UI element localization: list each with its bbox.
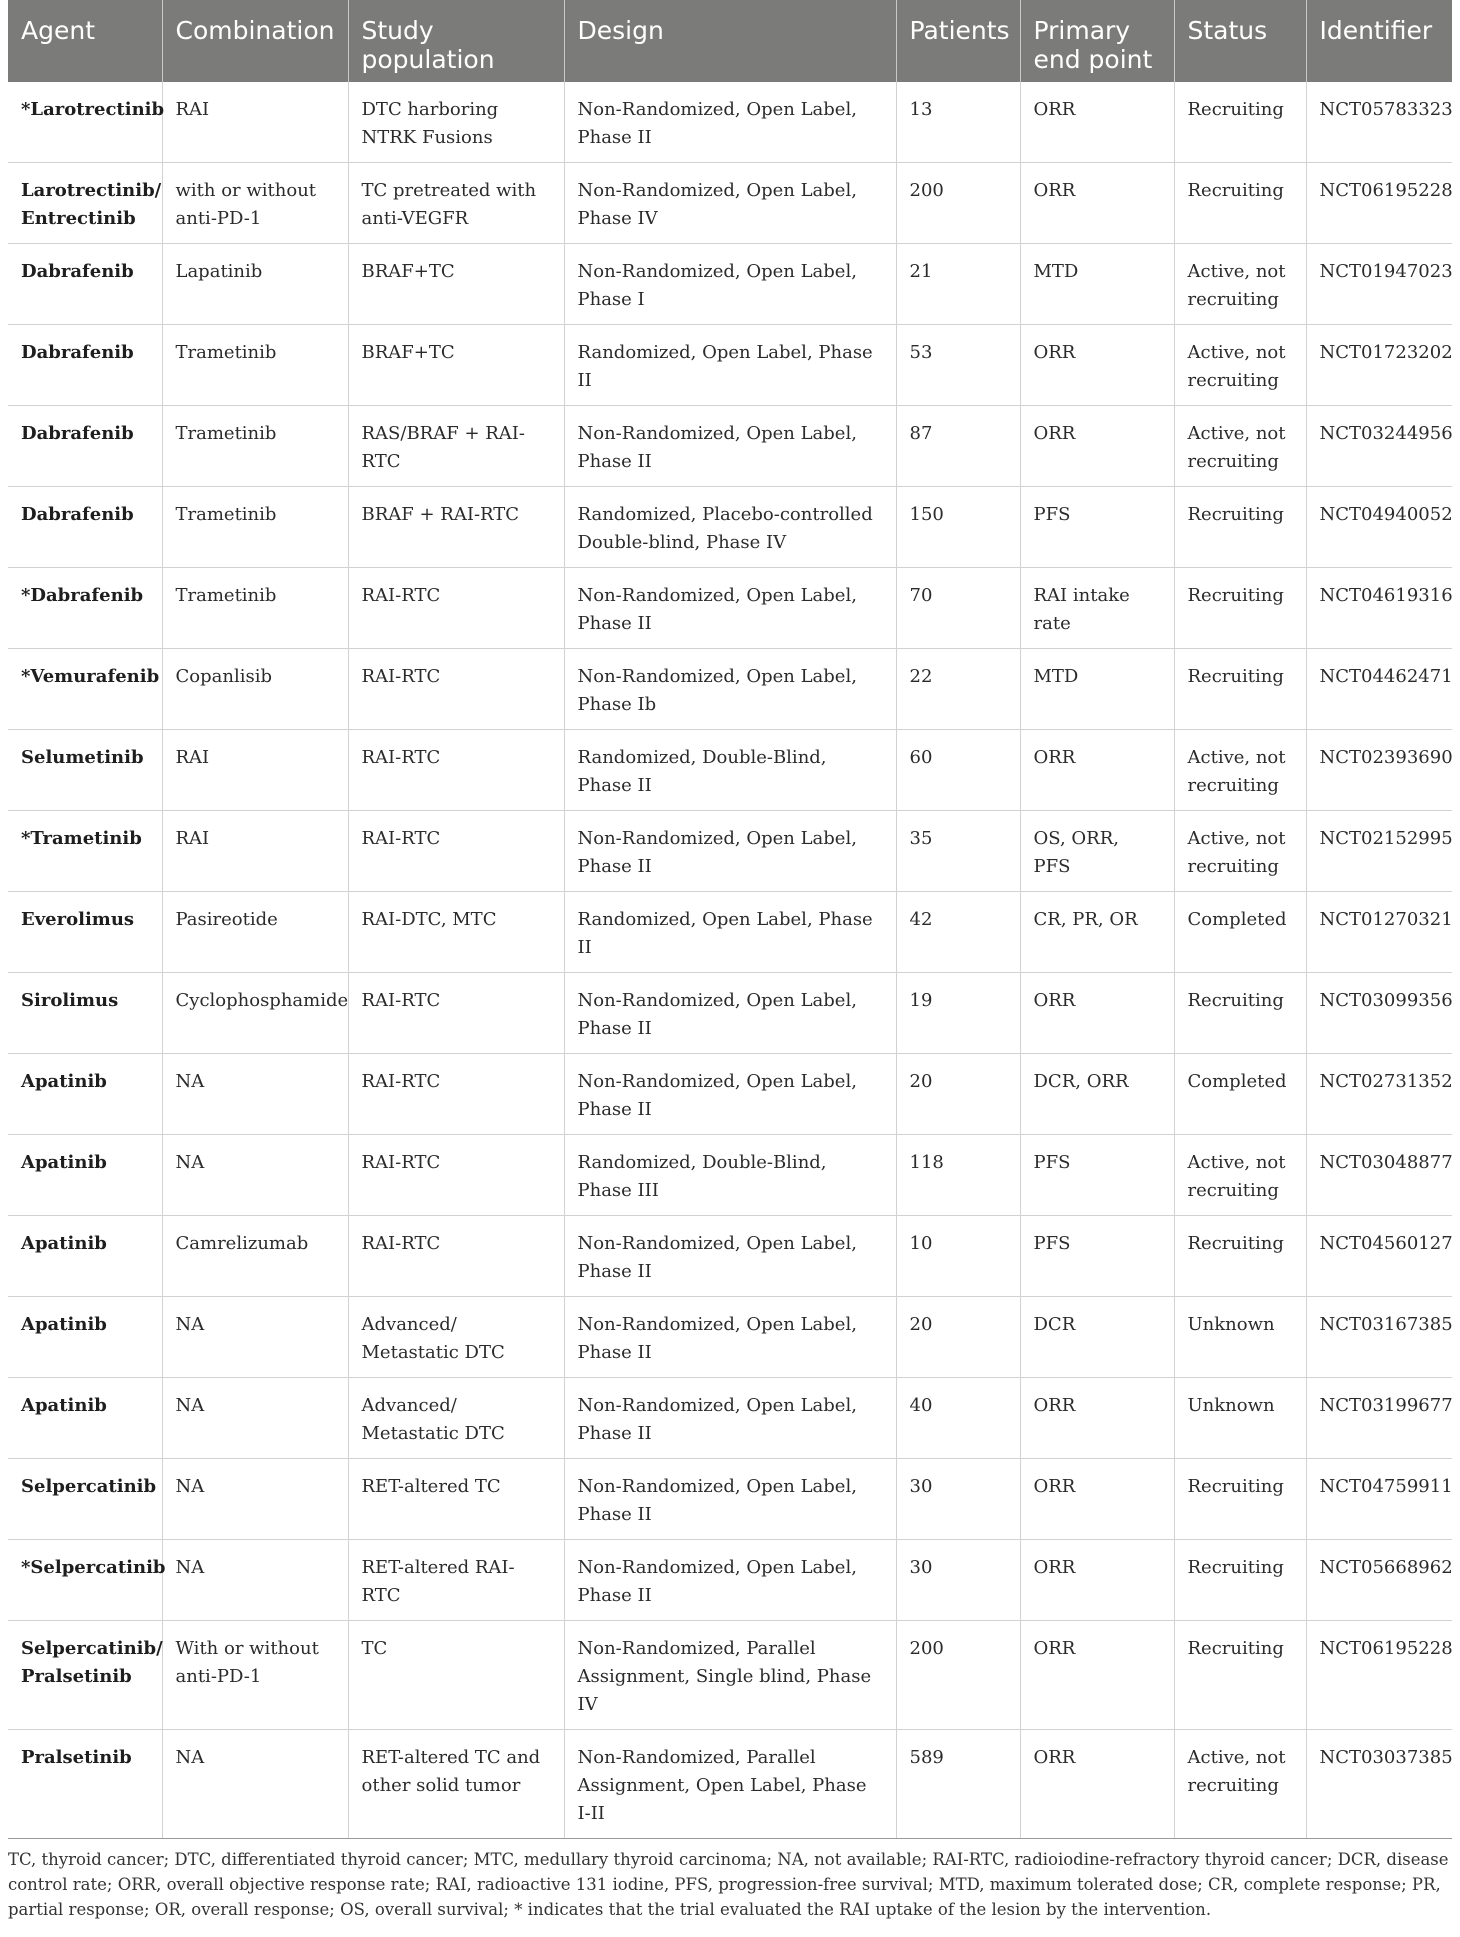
identifier-cell: NCT04462471	[1306, 649, 1452, 730]
study-population-cell: TC	[348, 1621, 564, 1730]
primary-end-point-cell: ORR	[1020, 82, 1174, 163]
design-cell: Randomized, Double-Blind, Phase II	[564, 730, 896, 811]
table-row	[8, 1459, 1452, 1540]
combination-cell: With or without anti-PD-1	[162, 1621, 348, 1730]
status-cell: Recruiting	[1174, 163, 1306, 244]
agent-cell: Selpercatinib	[8, 1459, 162, 1540]
design-cell: Randomized, Double-Blind, Phase III	[564, 1135, 896, 1216]
design-cell: Non-Randomized, Open Label, Phase II	[564, 1297, 896, 1378]
status-cell: Recruiting	[1174, 1621, 1306, 1730]
table-row	[8, 325, 1452, 406]
patients-cell: 30	[896, 1540, 1020, 1621]
agent-cell: Sirolimus	[8, 973, 162, 1054]
primary-end-point-cell: MTD	[1020, 244, 1174, 325]
agent-cell: Everolimus	[8, 892, 162, 973]
identifier-cell: NCT01270321	[1306, 892, 1452, 973]
agent-cell: Pralsetinib	[8, 1730, 162, 1839]
column-header-status: Status	[1174, 0, 1306, 82]
design-cell: Non-Randomized, Open Label, Phase II	[564, 1216, 896, 1297]
column-header-agent: Agent	[8, 0, 162, 82]
primary-end-point-cell: ORR	[1020, 1540, 1174, 1621]
agent-cell: Apatinib	[8, 1378, 162, 1459]
status-cell: Active, not recruiting	[1174, 1730, 1306, 1839]
table-row	[8, 568, 1452, 649]
status-cell: Recruiting	[1174, 1459, 1306, 1540]
combination-cell: NA	[162, 1297, 348, 1378]
table-row	[8, 892, 1452, 973]
study-population-cell: RAI-RTC	[348, 568, 564, 649]
patients-cell: 22	[896, 649, 1020, 730]
table-row	[8, 1054, 1452, 1135]
design-cell: Non-Randomized, Parallel Assignment, Single blind, Phase IV	[564, 1621, 896, 1730]
primary-end-point-cell: DCR	[1020, 1297, 1174, 1378]
identifier-cell: NCT01723202	[1306, 325, 1452, 406]
study-population-cell: RAI-RTC	[348, 1216, 564, 1297]
study-population-cell: RET-altered RAI-RTC	[348, 1540, 564, 1621]
identifier-cell: NCT03048877	[1306, 1135, 1452, 1216]
study-population-cell: Advanced/ Metastatic DTC	[348, 1297, 564, 1378]
status-cell: Active, not recruiting	[1174, 730, 1306, 811]
study-population-cell: RAI-RTC	[348, 973, 564, 1054]
design-cell: Non-Randomized, Open Label, Phase II	[564, 973, 896, 1054]
combination-cell: RAI	[162, 730, 348, 811]
primary-end-point-cell: ORR	[1020, 730, 1174, 811]
patients-cell: 20	[896, 1054, 1020, 1135]
patients-cell: 53	[896, 325, 1020, 406]
table-row	[8, 811, 1452, 892]
combination-cell: NA	[162, 1540, 348, 1621]
primary-end-point-cell: DCR, ORR	[1020, 1054, 1174, 1135]
agent-cell: Dabrafenib	[8, 406, 162, 487]
status-cell: Unknown	[1174, 1378, 1306, 1459]
status-cell: Recruiting	[1174, 82, 1306, 163]
agent-cell: *Larotrectinib	[8, 82, 162, 163]
agent-cell: Apatinib	[8, 1297, 162, 1378]
patients-cell: 42	[896, 892, 1020, 973]
study-population-cell: RAI-DTC, MTC	[348, 892, 564, 973]
combination-cell: Pasireotide	[162, 892, 348, 973]
study-population-cell: BRAF+TC	[348, 244, 564, 325]
status-cell: Recruiting	[1174, 487, 1306, 568]
table-row	[8, 973, 1452, 1054]
status-cell: Active, not recruiting	[1174, 244, 1306, 325]
agent-cell: Apatinib	[8, 1054, 162, 1135]
agent-cell: *Dabrafenib	[8, 568, 162, 649]
design-cell: Non-Randomized, Open Label, Phase II	[564, 1540, 896, 1621]
primary-end-point-cell: OS, ORR, PFS	[1020, 811, 1174, 892]
identifier-cell: NCT02731352	[1306, 1054, 1452, 1135]
patients-cell: 30	[896, 1459, 1020, 1540]
table-row	[8, 1621, 1452, 1730]
column-header-combination: Combination	[162, 0, 348, 82]
study-population-cell: RAI-RTC	[348, 730, 564, 811]
table-row	[8, 1730, 1452, 1839]
design-cell: Non-Randomized, Open Label, Phase II	[564, 82, 896, 163]
patients-cell: 21	[896, 244, 1020, 325]
agent-cell: Larotrectinib/ Entrectinib	[8, 163, 162, 244]
identifier-cell: NCT04619316	[1306, 568, 1452, 649]
study-population-cell: DTC harboring NTRK Fusions	[348, 82, 564, 163]
identifier-cell: NCT01947023	[1306, 244, 1452, 325]
study-population-cell: TC pretreated with anti-VEGFR	[348, 163, 564, 244]
document	[8, 0, 1452, 1922]
agent-cell: Selpercatinib/ Pralsetinib	[8, 1621, 162, 1730]
design-cell: Non-Randomized, Open Label, Phase II	[564, 811, 896, 892]
table-row	[8, 163, 1452, 244]
primary-end-point-cell: CR, PR, OR	[1020, 892, 1174, 973]
combination-cell: NA	[162, 1730, 348, 1839]
primary-end-point-cell: PFS	[1020, 1135, 1174, 1216]
patients-cell: 19	[896, 973, 1020, 1054]
status-cell: Recruiting	[1174, 1216, 1306, 1297]
patients-cell: 60	[896, 730, 1020, 811]
combination-cell: RAI	[162, 811, 348, 892]
patients-cell: 87	[896, 406, 1020, 487]
design-cell: Non-Randomized, Open Label, Phase Ib	[564, 649, 896, 730]
design-cell: Randomized, Placebo-controlled Double-blind, Phase IV	[564, 487, 896, 568]
patients-cell: 13	[896, 82, 1020, 163]
study-population-cell: RAI-RTC	[348, 811, 564, 892]
combination-cell: Trametinib	[162, 487, 348, 568]
patients-cell: 40	[896, 1378, 1020, 1459]
status-cell: Recruiting	[1174, 568, 1306, 649]
column-header-study-population: Study population	[348, 0, 564, 82]
patients-cell: 150	[896, 487, 1020, 568]
primary-end-point-cell: ORR	[1020, 325, 1174, 406]
table-row	[8, 1540, 1452, 1621]
primary-end-point-cell: ORR	[1020, 1730, 1174, 1839]
combination-cell: NA	[162, 1459, 348, 1540]
design-cell: Non-Randomized, Open Label, Phase II	[564, 1054, 896, 1135]
study-population-cell: RAI-RTC	[348, 1054, 564, 1135]
design-cell: Non-Randomized, Open Label, Phase II	[564, 1378, 896, 1459]
status-cell: Completed	[1174, 1054, 1306, 1135]
study-population-cell: RET-altered TC	[348, 1459, 564, 1540]
status-cell: Active, not recruiting	[1174, 1135, 1306, 1216]
status-cell: Recruiting	[1174, 649, 1306, 730]
table-row	[8, 406, 1452, 487]
combination-cell: Copanlisib	[162, 649, 348, 730]
patients-cell: 589	[896, 1730, 1020, 1839]
table-row	[8, 487, 1452, 568]
combination-cell: RAI	[162, 82, 348, 163]
status-cell: Recruiting	[1174, 973, 1306, 1054]
status-cell: Unknown	[1174, 1297, 1306, 1378]
primary-end-point-cell: ORR	[1020, 973, 1174, 1054]
combination-cell: NA	[162, 1135, 348, 1216]
study-population-cell: BRAF+TC	[348, 325, 564, 406]
study-population-cell: BRAF + RAI-RTC	[348, 487, 564, 568]
primary-end-point-cell: MTD	[1020, 649, 1174, 730]
study-population-cell: RAI-RTC	[348, 649, 564, 730]
patients-cell: 35	[896, 811, 1020, 892]
identifier-cell: NCT04759911	[1306, 1459, 1452, 1540]
identifier-cell: NCT03037385	[1306, 1730, 1452, 1839]
status-cell: Completed	[1174, 892, 1306, 973]
design-cell: Non-Randomized, Open Label, Phase II	[564, 406, 896, 487]
table-footnote: TC, thyroid cancer; DTC, differentiated thyroid cancer; MTC, medullary thyroid carcinoma; NA, not available; RAI-RTC, radioiodine-refractory thyroid cancer; DCR, disease control rate; ORR, overall objective response rate; RAI, radioactive 131 iodine, PFS, progression-free survival; MTD, maximum tolerated dose; CR, complete response; PR, partial response; OR, overall response; OS, overall survival; * indicates that the trial evaluated the RAI uptake of the lesion by the intervention.	[8, 1850, 1449, 1919]
identifier-cell: NCT02393690	[1306, 730, 1452, 811]
agent-cell: *Trametinib	[8, 811, 162, 892]
design-cell: Non-Randomized, Parallel Assignment, Open Label, Phase I-II	[564, 1730, 896, 1839]
design-cell: Non-Randomized, Open Label, Phase II	[564, 1459, 896, 1540]
status-cell: Active, not recruiting	[1174, 325, 1306, 406]
study-population-cell: RAS/BRAF + RAI-RTC	[348, 406, 564, 487]
agent-cell: *Vemurafenib	[8, 649, 162, 730]
table-header-row	[8, 0, 1452, 82]
column-header-identifier: Identifier	[1306, 0, 1452, 82]
combination-cell: with or without anti-PD-1	[162, 163, 348, 244]
table-row	[8, 1378, 1452, 1459]
table-row	[8, 649, 1452, 730]
design-cell: Non-Randomized, Open Label, Phase I	[564, 244, 896, 325]
patients-cell: 10	[896, 1216, 1020, 1297]
primary-end-point-cell: ORR	[1020, 1459, 1174, 1540]
design-cell: Randomized, Open Label, Phase II	[564, 892, 896, 973]
identifier-cell: NCT03099356	[1306, 973, 1452, 1054]
patients-cell: 118	[896, 1135, 1020, 1216]
primary-end-point-cell: PFS	[1020, 1216, 1174, 1297]
identifier-cell: NCT03167385	[1306, 1297, 1452, 1378]
table-row	[8, 1216, 1452, 1297]
status-cell: Active, not recruiting	[1174, 406, 1306, 487]
patients-cell: 200	[896, 1621, 1020, 1730]
combination-cell: Trametinib	[162, 325, 348, 406]
table-row	[8, 1297, 1452, 1378]
identifier-cell: NCT06195228	[1306, 1621, 1452, 1730]
agent-cell: *Selpercatinib	[8, 1540, 162, 1621]
status-cell: Recruiting	[1174, 1540, 1306, 1621]
identifier-cell: NCT04560127	[1306, 1216, 1452, 1297]
combination-cell: Lapatinib	[162, 244, 348, 325]
agent-cell: Apatinib	[8, 1216, 162, 1297]
patients-cell: 200	[896, 163, 1020, 244]
identifier-cell: NCT06195228	[1306, 163, 1452, 244]
column-header-design: Design	[564, 0, 896, 82]
study-population-cell: RET-altered TC and other solid tumor	[348, 1730, 564, 1839]
identifier-cell: NCT03244956	[1306, 406, 1452, 487]
column-header-patients: Patients	[896, 0, 1020, 82]
primary-end-point-cell: ORR	[1020, 406, 1174, 487]
combination-cell: NA	[162, 1378, 348, 1459]
combination-cell: Trametinib	[162, 406, 348, 487]
design-cell: Randomized, Open Label, Phase II	[564, 325, 896, 406]
combination-cell: Cyclophosphamide	[162, 973, 348, 1054]
primary-end-point-cell: ORR	[1020, 163, 1174, 244]
identifier-cell: NCT04940052	[1306, 487, 1452, 568]
combination-cell: NA	[162, 1054, 348, 1135]
design-cell: Non-Randomized, Open Label, Phase IV	[564, 163, 896, 244]
primary-end-point-cell: ORR	[1020, 1378, 1174, 1459]
primary-end-point-cell: RAI intake rate	[1020, 568, 1174, 649]
table-row	[8, 730, 1452, 811]
identifier-cell: NCT03199677	[1306, 1378, 1452, 1459]
table-row	[8, 1135, 1452, 1216]
agent-cell: Dabrafenib	[8, 487, 162, 568]
patients-cell: 20	[896, 1297, 1020, 1378]
primary-end-point-cell: ORR	[1020, 1621, 1174, 1730]
table-row	[8, 244, 1452, 325]
design-cell: Non-Randomized, Open Label, Phase II	[564, 568, 896, 649]
study-population-cell: Advanced/ Metastatic DTC	[348, 1378, 564, 1459]
clinical-trials-table	[8, 0, 1452, 1839]
primary-end-point-cell: PFS	[1020, 487, 1174, 568]
combination-cell: Camrelizumab	[162, 1216, 348, 1297]
patients-cell: 70	[896, 568, 1020, 649]
agent-cell: Selumetinib	[8, 730, 162, 811]
identifier-cell: NCT02152995	[1306, 811, 1452, 892]
agent-cell: Dabrafenib	[8, 325, 162, 406]
study-population-cell: RAI-RTC	[348, 1135, 564, 1216]
combination-cell: Trametinib	[162, 568, 348, 649]
agent-cell: Apatinib	[8, 1135, 162, 1216]
identifier-cell: NCT05668962	[1306, 1540, 1452, 1621]
identifier-cell: NCT05783323	[1306, 82, 1452, 163]
status-cell: Active, not recruiting	[1174, 811, 1306, 892]
agent-cell: Dabrafenib	[8, 244, 162, 325]
table-row	[8, 82, 1452, 163]
column-header-primary-end-point: Primary end point	[1020, 0, 1174, 82]
